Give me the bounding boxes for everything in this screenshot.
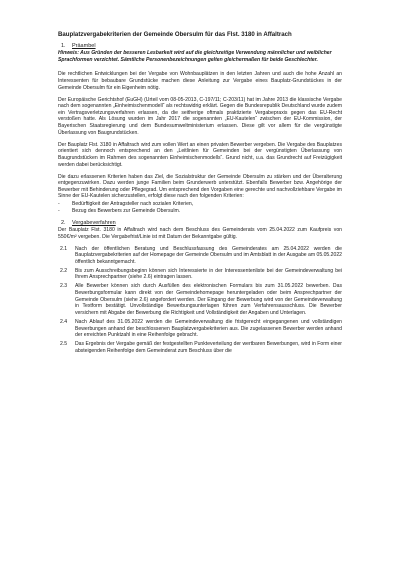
criteria-list: [58, 201, 342, 214]
list-item: 2.4 Nach Ablauf des 31.05.2022 werden die Gemeindeverwaltung die fristgerecht eingegangenen und vollständigen Bewerbungen anhand der beschlossenen Bauplatzvergabekriterien aus. Die zugelassenen Bewerber werden anhand der erreichten Punktzahl in eine Reihenfolge gebracht.: [60, 318, 342, 339]
document-title: Bauplatzvergabekriterien der Gemeinde Obersulm für das Flst. 3180 in Affaltrach: [58, 31, 292, 38]
section-title: Vergabeverfahren: [72, 220, 116, 227]
section-title: Präambel: [72, 43, 96, 50]
paragraph: Die rechtlichen Entwicklungen bei der Vergabe von Wohnbauplätzen in den letzten Jahren und auch die hohe Anzahl an Interessenten für bebaubare Grundstücke machen diese Anleitung zur Vergabe eines Bauplatz-Grundstückes in der Gemeinde Obersulm für ein Eigenheim nötig.: [58, 71, 342, 91]
paragraph: Der Europäische Gerichtshof (EuGH) (Urteil vom 08-05-2013, C-197/11; C-203/11) hat im Jahre 2013 die klassische Vergabe nach dem sogenannten „Einheimischenmodell“ als rechtswidrig erklärt. Gegen die Bundesrepublik Deutschland wurde zudem ein Vertragsverletzungsverfahren erlassen, da die seitherige oftmals praktizierte Vergabepraxis gegen das EU-Recht verstoßen hatte. Als Lösung wurden im Jahr 2017 die sogenannten „EU-Kautelen“ zwischen der EU-Kommission, der Bayerischen Staatsregierung und dem Bundesumweltministerium erlassen. Diese gilt vor allem für die vergünstigte Überlassung von Baugrundstücken.: [58, 96, 342, 136]
list-item: - Bedürftigkeit der Antragsteller nach sozialen Kriterien,: [58, 200, 194, 207]
list-item: 2.5 Das Ergebnis der Vergabe gemäß der festgestellten Punkteverteilung der wertbaren Bewerbungen, wird in Form einer absteigenden Reihenfolge dem Gemeinderat zum Beschluss über die: [60, 341, 342, 354]
list-item: - Bezug des Bewerbers zur Gemeinde Obersulm.: [58, 207, 181, 214]
paragraph: Die dazu erlassenen Kriterien haben das Ziel, die Sozialstruktur der Gemeinde Obersulm zu stärken und der Überalterung entgegenzuwirken. Dazu werden junge Familien beim Grunderwerb unterstützt. Ebenfalls Bewerber bzw. Angehörige der Bewerber mit Behinderung oder Pflegegrad. Um entsprechend den Vorgaben eine gerechte und nachvollziehbare Vergabe im Sinne der EU-Kautelen sicherzustellen, erfolgt diese nach den folgenden Kriterien:: [58, 173, 342, 200]
paragraph: Der Bauplatz Flst. 3180 in Affaltrach wird nach dem Beschluss des Gemeinderats vom 25.04.2022 zum Kaufpreis von 550€/m² vergeben. Die Vergabefrist/Linie ist mit Datum der Bekanntgabe gültig.: [58, 227, 342, 240]
section-number: 1.: [61, 43, 66, 50]
section-heading-1: [58, 43, 342, 50]
list-item: 2.2 Bis zum Ausschreibungsbeginn können sich Interessierte in der Interessentenliste bei der Gemeindeverwaltung bei Ihrem Ansprechpartner (siehe 2.6) eintragen lassen.: [60, 267, 342, 281]
section-heading-2: [58, 220, 342, 227]
gender-note: Hinweis: Aus Gründen der besseren Lesbarkeit wird auf die gleichzeitige Verwendung männlicher und weiblicher Sprachformen verzichtet. Sämtliche Personenbezeichnungen gelten gleichermaßen für beide Geschlechter.: [58, 50, 332, 63]
list-item: 2.1 Nach der öffentlichen Beratung und Beschlussfassung des Gemeinderates am 25.04.2022 werden die Bauplatzvergabekriterien auf der Homepage der Gemeinde Obersulm und im Amtsblatt in der Ausgabe am 05.05.2022 öffentlich bekanntgemacht.: [60, 245, 343, 265]
section-number: 2.: [61, 220, 66, 227]
list-item: 2.3 Alle Bewerber können sich durch Ausfüllen des elektronischen Formulars bis zum 31.05.2022 bewerben. Das Bewerbungsformular kann direkt von der Gemeindehomepage heruntergeladen oder beim Ansprechpartner der Gemeinde Obersulm (siehe 2.6) angefordert werden. Der Eingang der Bewerbung wird von der Gemeindeverwaltung in Textform bestätigt. Unvollständige Bewerbungsunterlagen führen zum Verfahrensausschluss. Die Bewerber versichern mit Abgabe der Bewerbung die Richtigkeit und Vollständigkeit der Angaben und Unterlagen.: [60, 283, 342, 316]
procedure-list: [58, 246, 342, 355]
paragraph: Der Bauplatz Flst. 3180 in Affaltrach wird zum vollen Wert an einen privaten Bewerber vergeben. Die Vergabe des Bauplatzes orientiert sich dennoch entsprechend an den „Leitlinien für Gemeinden bei der vergünstigten Überlassung von Baugrundstücken im Rahmen des sogenannten Einheimischenmodells“. Grund nicht, u.a. das Grundrecht auf Freizügigkeit werden dabei berücksichtigt.: [58, 141, 342, 168]
